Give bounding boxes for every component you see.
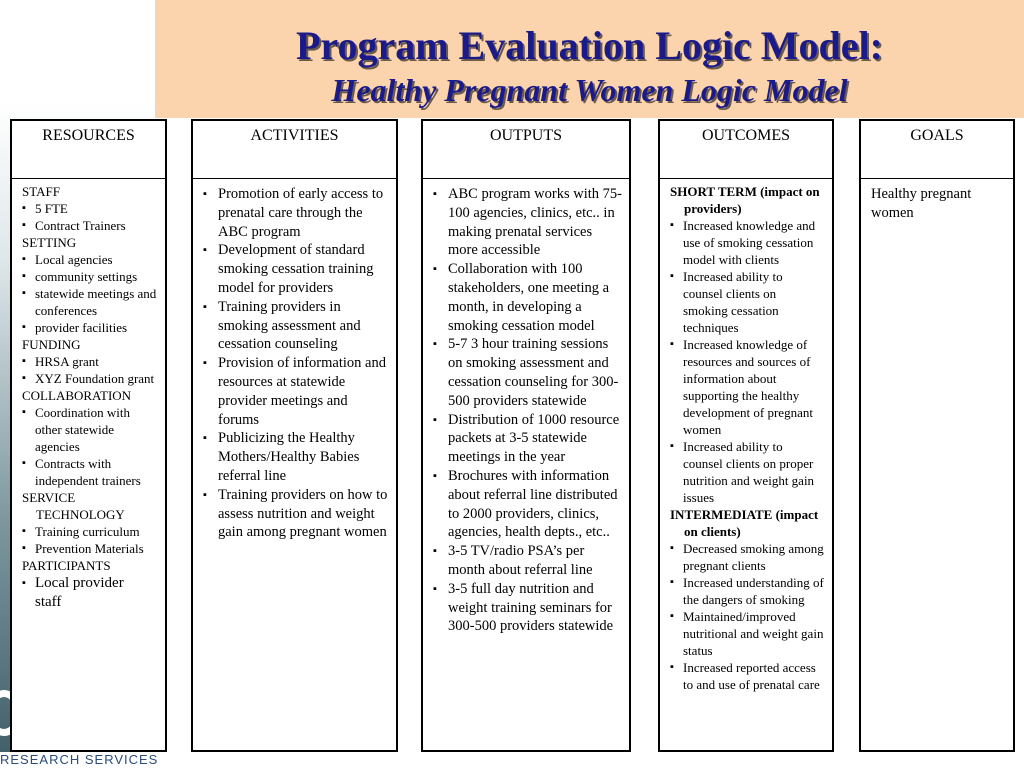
list-item: ▪ Publicizing the Healthy Mothers/Healthy Babies referral line [201, 429, 390, 485]
brand-text: RESEARCH SERVICES [0, 752, 159, 767]
outputs-body [423, 179, 629, 636]
outcomes-body [660, 179, 832, 693]
resources-header: RESOURCES [12, 121, 165, 179]
list-item: ▪ Contract Trainers [22, 217, 159, 234]
section-label: FUNDING [22, 337, 81, 352]
list-item: ▪ Increased knowledge and use of smoking cessation model with clients [670, 217, 824, 268]
list-item: ▪ 5 FTE [22, 200, 159, 217]
list-item: ▪ Increased ability to counsel clients on smoking cessation techniques [670, 268, 824, 336]
page-subtitle: Healthy Pregnant Women Logic Model [331, 72, 848, 108]
list-item: ▪ Increased ability to counsel clients on proper nutrition and weight gain issues [670, 438, 824, 506]
list-item: ▪ 3-5 TV/radio PSA’s per month about referral line [431, 542, 623, 580]
list-item: ▪ 5-7 3 hour training sessions on smoking assessment and cessation counseling for 300-500 providers statewide [431, 335, 623, 410]
list-item: ▪ statewide meetings and conferences [22, 285, 159, 319]
section-label: STAFF [22, 184, 60, 199]
intermediate-label: INTERMEDIATE (impact on clients) [670, 507, 819, 539]
page-title: Program Evaluation Logic Model: [296, 23, 883, 68]
outcomes-column [658, 119, 834, 752]
list-item: ▪ XYZ Foundation grant [22, 370, 159, 387]
outputs-header: OUTPUTS [423, 121, 629, 179]
list-item: ▪ Local provider staff [22, 574, 159, 612]
list-item: ▪ Development of standard smoking cessation training model for providers [201, 241, 390, 297]
list-item: ▪ Local agencies [22, 251, 159, 268]
list-item: ▪ Increased understanding of the dangers of smoking [670, 574, 824, 608]
list-item: ▪ Coordination with other statewide agencies [22, 404, 159, 455]
activities-body [193, 179, 396, 542]
resources-column [10, 119, 167, 752]
list-item: ▪ Decreased smoking among pregnant clients [670, 540, 824, 574]
section-label: COLLABORATION [22, 388, 132, 403]
section-label: PARTICIPANTS [22, 558, 111, 573]
list-item: ▪ Maintained/improved nutritional and weight gain status [670, 608, 824, 659]
goals-header: GOALS [861, 121, 1013, 179]
list-item: ▪ Promotion of early access to prenatal care through the ABC program [201, 185, 390, 241]
list-item: ▪ Training providers on how to assess nutrition and weight gain among pregnant women [201, 486, 390, 542]
goals-text: Healthy pregnant women [871, 186, 972, 221]
list-item: ▪ Prevention Materials [22, 540, 159, 557]
short-term-label: SHORT TERM (impact on providers) [670, 184, 820, 216]
activities-column [191, 119, 398, 752]
list-item: ▪ Increased reported access to and use of prenatal care [670, 659, 824, 693]
outputs-column [421, 119, 631, 752]
section-label: SETTING [22, 235, 77, 250]
list-item: ▪ 3-5 full day nutrition and weight training seminars for 300-500 providers statewide [431, 580, 623, 636]
list-item: ▪ provider facilities [22, 319, 159, 336]
list-item: ▪ Training providers in smoking assessment and cessation counseling [201, 298, 390, 354]
list-item: ▪ Contracts with independent trainers [22, 455, 159, 489]
resources-body [12, 179, 165, 612]
activities-header: ACTIVITIES [193, 121, 396, 179]
list-item: ▪ Distribution of 1000 resource packets at 3-5 statewide meetings in the year [431, 411, 623, 467]
goals-column [859, 119, 1015, 752]
list-item: ▪ ABC program works with 75-100 agencies, clinics, etc.. in making prenatal services more accessible [431, 185, 623, 260]
list-item: ▪ Collaboration with 100 stakeholders, one meeting a month, in developing a smoking cessation model [431, 260, 623, 335]
list-item: ▪ Brochures with information about referral line distributed to 2000 providers, clinics, agencies, health depts., etc.. [431, 467, 623, 542]
section-label: SERVICE TECHNOLOGY [22, 490, 125, 522]
list-item: ▪ community settings [22, 268, 159, 285]
list-item: ▪ Training curriculum [22, 523, 159, 540]
list-item: ▪ Increased knowledge of resources and sources of information about supporting the healthy development of pregnant women [670, 336, 824, 438]
outcomes-header: OUTCOMES [660, 121, 832, 179]
list-item: ▪ Provision of information and resources at statewide provider meetings and forums [201, 354, 390, 429]
list-item: ▪ HRSA grant [22, 353, 159, 370]
